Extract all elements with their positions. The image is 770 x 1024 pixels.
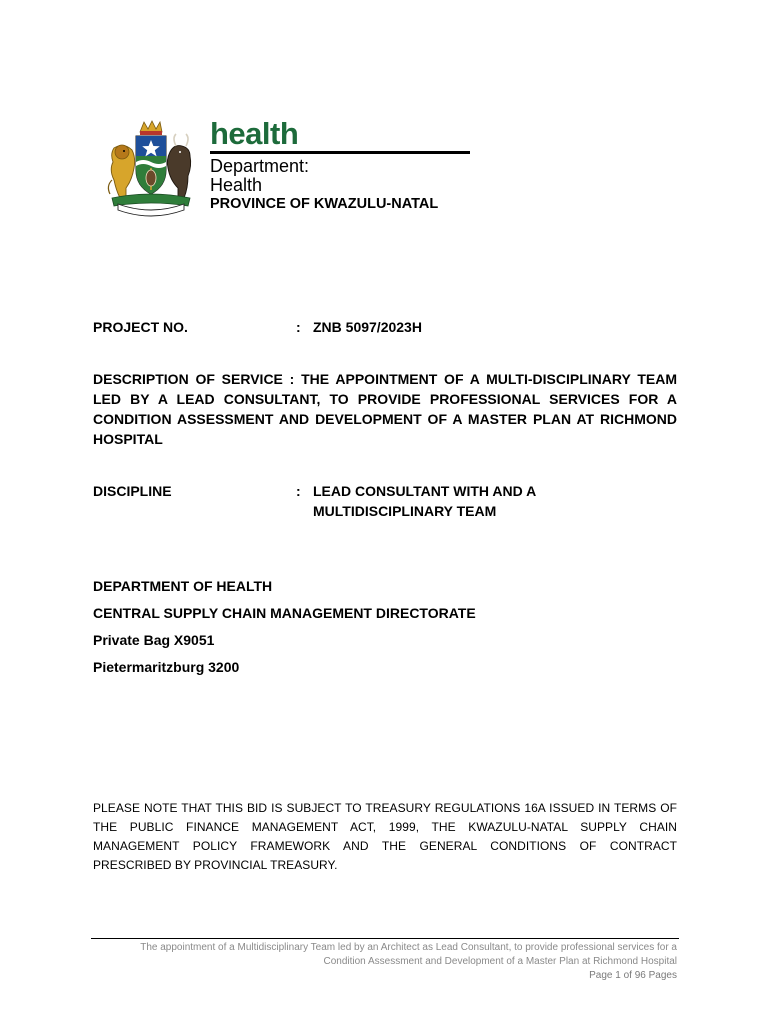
- project-number-colon: :: [296, 319, 301, 335]
- brand-word: health: [210, 116, 299, 151]
- discipline-value: LEAD CONSULTANT WITH AND A MULTIDISCIPLINARY TEAM: [313, 483, 536, 519]
- project-number-value: ZNB 5097/2023H: [313, 319, 422, 335]
- project-number-label: PROJECT NO.: [93, 319, 188, 335]
- address-line-3: Private Bag X9051: [93, 632, 215, 648]
- description-of-service: DESCRIPTION OF SERVICE : THE APPOINTMENT OF A MULTI-DISCIPLINARY TEAM LED BY A LEAD CONSULTANT, TO PROVIDE PROFESSIONAL SERVICES FOR A CONDITION ASSESSMENT AND DEVELOPMENT OF A MASTER PLAN AT RICHMOND HOSPITAL: [93, 371, 677, 447]
- province-name: PROVINCE OF KWAZULU-NATAL: [210, 196, 439, 212]
- footer-description: [91, 941, 677, 969]
- department-line-2: Health: [210, 175, 263, 195]
- footer-line-2: Condition Assessment and Development of a Master Plan at Richmond Hospital: [323, 956, 677, 967]
- address-line-4: Pietermaritzburg 3200: [93, 659, 240, 675]
- department-logo: [210, 118, 475, 213]
- discipline-label: DISCIPLINE: [93, 483, 172, 499]
- address-block: [93, 577, 476, 685]
- address-line-1: DEPARTMENT OF HEALTH: [93, 578, 273, 594]
- address-line-2: CENTRAL SUPPLY CHAIN MANAGEMENT DIRECTORATE: [93, 605, 476, 621]
- brand-divider: [210, 151, 470, 154]
- kzn-coat-of-arms-icon: [100, 118, 200, 218]
- page-number: Page 1 of 96 Pages: [589, 970, 677, 981]
- footer-divider: [91, 938, 679, 939]
- discipline-colon: :: [296, 483, 301, 499]
- department-line-1: Department:: [210, 156, 310, 176]
- treasury-notice: PLEASE NOTE THAT THIS BID IS SUBJECT TO TREASURY REGULATIONS 16A ISSUED IN TERMS OF THE PUBLIC FINANCE MANAGEMENT ACT, 1999, THE KWAZULU-NATAL SUPPLY CHAIN MANAGEMENT POLICY FRAMEWORK AND THE GENERAL CONDITIONS OF CONTRACT PRESCRIBED BY PROVINCIAL TREASURY.: [93, 801, 677, 872]
- footer-line-1: The appointment of a Multidisciplinary Team led by an Architect as Lead Consultant, to provide professional services for a: [140, 942, 677, 953]
